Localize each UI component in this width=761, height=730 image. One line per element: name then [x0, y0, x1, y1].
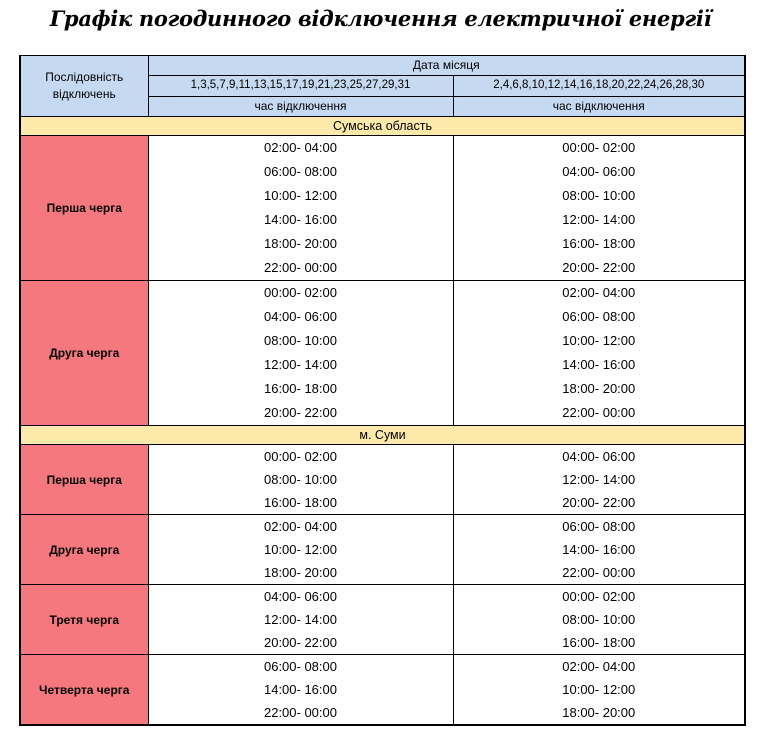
odd-days-header: 1,3,5,7,9,11,13,15,17,19,21,23,25,27,29,31 — [148, 76, 453, 96]
odd-times-cell — [148, 655, 453, 726]
time-slot: 18:00- 20:00 — [263, 565, 337, 580]
time-slot: 10:00- 12:00 — [263, 188, 337, 203]
region-row: м. Суми — [20, 426, 745, 445]
time-slot: 12:00- 14:00 — [263, 357, 337, 372]
queue-name: Друга черга — [20, 515, 148, 585]
time-slot: 20:00- 22:00 — [263, 635, 337, 650]
time-slot: 16:00- 18:00 — [562, 236, 636, 251]
time-slot: 18:00- 20:00 — [263, 236, 337, 251]
time-slot: 12:00- 14:00 — [562, 212, 636, 227]
time-slot: 06:00- 08:00 — [263, 659, 337, 674]
time-slot: 08:00- 10:00 — [562, 188, 636, 203]
time-slot: 00:00- 02:00 — [263, 449, 337, 464]
time-slot: 20:00- 22:00 — [263, 405, 337, 420]
time-slot: 04:00- 06:00 — [263, 309, 337, 324]
time-slot: 20:00- 22:00 — [562, 260, 636, 275]
time-slot: 20:00- 22:00 — [562, 495, 636, 510]
time-slot: 12:00- 14:00 — [562, 472, 636, 487]
time-slot: 04:00- 06:00 — [562, 164, 636, 179]
time-slot: 02:00- 04:00 — [263, 519, 337, 534]
time-slot: 10:00- 12:00 — [562, 682, 636, 697]
odd-times-cell — [148, 585, 453, 655]
time-slot: 08:00- 10:00 — [263, 472, 337, 487]
time-slot: 06:00- 08:00 — [562, 309, 636, 324]
queue-name: Друга черга — [20, 281, 148, 426]
time-slot: 00:00- 02:00 — [263, 285, 337, 300]
time-slot: 02:00- 04:00 — [562, 659, 636, 674]
time-slot: 16:00- 18:00 — [263, 495, 337, 510]
time-slot: 10:00- 12:00 — [562, 333, 636, 348]
time-slot: 22:00- 00:00 — [562, 565, 636, 580]
time-slot: 14:00- 16:00 — [562, 357, 636, 372]
time-slot: 22:00- 00:00 — [562, 405, 636, 420]
time-slot: 14:00- 16:00 — [562, 542, 636, 557]
date-header: Дата місяця — [148, 56, 745, 76]
odd-times-cell — [148, 445, 453, 515]
even-times-cell — [453, 136, 745, 281]
outage-schedule-table — [19, 55, 746, 726]
even-times-cell — [453, 655, 745, 726]
even-days-header: 2,4,6,8,10,12,14,16,18,20,22,24,26,28,30 — [453, 76, 745, 96]
time-slot: 16:00- 18:00 — [263, 381, 337, 396]
time-slot: 18:00- 20:00 — [562, 705, 636, 720]
time-slot: 12:00- 14:00 — [263, 612, 337, 627]
even-times-cell — [453, 445, 745, 515]
time-slot: 04:00- 06:00 — [263, 589, 337, 604]
even-times-cell — [453, 585, 745, 655]
odd-times-cell — [148, 136, 453, 281]
time-slot: 10:00- 12:00 — [263, 542, 337, 557]
even-times-cell — [453, 515, 745, 585]
odd-times-cell — [148, 281, 453, 426]
queue-name: Перша черга — [20, 136, 148, 281]
time-header-odd: час відключення — [148, 96, 453, 116]
page-title: Графік погодинного відключення електричної енергії — [49, 6, 712, 31]
sequence-header: Послідовність відключень — [20, 56, 148, 117]
time-slot: 04:00- 06:00 — [562, 449, 636, 464]
time-slot: 02:00- 04:00 — [562, 285, 636, 300]
time-slot: 14:00- 16:00 — [263, 212, 337, 227]
time-slot: 02:00- 04:00 — [263, 140, 337, 155]
time-slot: 22:00- 00:00 — [263, 260, 337, 275]
queue-name: Третя черга — [20, 585, 148, 655]
time-slot: 00:00- 02:00 — [562, 589, 636, 604]
time-slot: 18:00- 20:00 — [562, 381, 636, 396]
odd-times-cell — [148, 515, 453, 585]
region-row: Сумська область — [20, 117, 745, 136]
even-times-cell — [453, 281, 745, 426]
time-slot: 22:00- 00:00 — [263, 705, 337, 720]
time-slot: 00:00- 02:00 — [562, 140, 636, 155]
time-slot: 06:00- 08:00 — [562, 519, 636, 534]
queue-name: Перша черга — [20, 445, 148, 515]
time-slot: 06:00- 08:00 — [263, 164, 337, 179]
time-slot: 16:00- 18:00 — [562, 635, 636, 650]
time-header-even: час відключення — [453, 96, 745, 116]
time-slot: 08:00- 10:00 — [263, 333, 337, 348]
time-slot: 08:00- 10:00 — [562, 612, 636, 627]
queue-name: Четверта черга — [20, 655, 148, 726]
time-slot: 14:00- 16:00 — [263, 682, 337, 697]
